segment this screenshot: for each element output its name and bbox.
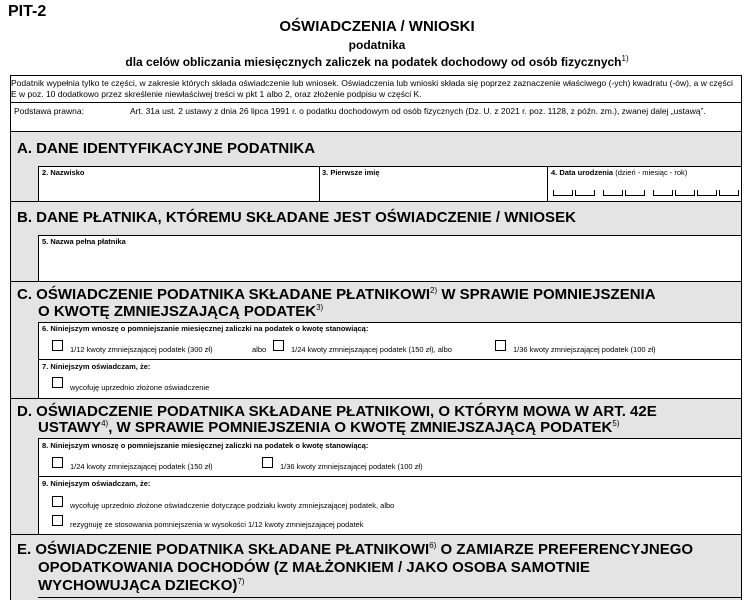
form-purpose-text: dla celów obliczania miesięcznych zaliczek na podatek dochodowy od osób fizycznych bbox=[125, 55, 622, 69]
divider bbox=[38, 322, 39, 398]
divider bbox=[38, 476, 742, 477]
divider bbox=[38, 166, 39, 201]
option-1-12-label: 1/12 kwoty zmniejszającej podatek (300 zł) bbox=[70, 345, 213, 354]
form-subtitle: podatnika bbox=[348, 38, 406, 52]
checkbox-1-36[interactable] bbox=[495, 340, 506, 351]
section-d-title-a: USTAWY bbox=[38, 419, 102, 436]
birth-day-box[interactable] bbox=[553, 190, 573, 196]
divider bbox=[10, 201, 742, 202]
form-title: OŚWIADCZENIA / WNIOSKI bbox=[279, 18, 475, 35]
divider bbox=[547, 166, 548, 201]
checkbox-d-1-36[interactable] bbox=[262, 457, 273, 468]
divider bbox=[38, 235, 39, 281]
divider bbox=[38, 359, 742, 360]
first-name-field[interactable] bbox=[323, 176, 543, 198]
checkbox-1-24[interactable] bbox=[273, 340, 284, 351]
divider bbox=[38, 438, 742, 439]
surname-field[interactable] bbox=[43, 176, 315, 198]
checkbox-1-12[interactable] bbox=[52, 340, 63, 351]
divider bbox=[38, 322, 742, 323]
section-c-title-a: C. OŚWIADCZENIE PODATNIKA SKŁADANE PŁATNIKOWI bbox=[17, 286, 431, 303]
section-c-title-line2 bbox=[38, 303, 323, 320]
footnote-ref: 1) bbox=[621, 54, 629, 63]
divider bbox=[38, 438, 39, 534]
section-a-margin bbox=[11, 166, 38, 201]
birth-day-box[interactable] bbox=[575, 190, 595, 196]
section-d-title-line1: D. OŚWIADCZENIE PODATNIKA SKŁADANE PŁATNIKOWI, O KTÓRYM MOWA W ART. 42E bbox=[17, 403, 657, 420]
divider bbox=[10, 131, 742, 132]
divider bbox=[319, 166, 320, 201]
footnote-ref: 4) bbox=[101, 419, 109, 428]
checkbox-d-1-24[interactable] bbox=[52, 457, 63, 468]
divider bbox=[10, 281, 742, 282]
section-b-margin bbox=[11, 235, 38, 281]
section-d-title-b: , W SPRAWIE POMNIEJSZENIA O KWOTĘ ZMNIEJSZAJĄCĄ PODATEK bbox=[108, 419, 613, 436]
surname-label: 2. Nazwisko bbox=[42, 168, 85, 177]
instructions-text: Podatnik wypełnia tylko te części, w zakresie których składa oświadczenie lub wniosek. Oświadczenia lub wnioski składa się poprzez zaznaczenie właściwego (-ych) kwadratu (-ów), a w części E w poz. 10 dodatkowo przez skreślenie niewłaściwej treści w pkt 1 albo 2, oraz złożenie podpisu w części K. bbox=[11, 78, 733, 99]
birth-year-box[interactable] bbox=[653, 190, 673, 196]
option-separator: albo bbox=[252, 345, 267, 354]
divider bbox=[10, 102, 742, 103]
payer-name-field[interactable] bbox=[43, 247, 738, 279]
option-d-1-24-label: 1/24 kwoty zmniejszającej podatek (150 zł) bbox=[70, 462, 213, 471]
option-withdraw-label: wycofuję uprzednio złożone oświadczenie bbox=[70, 383, 210, 392]
divider bbox=[38, 597, 742, 598]
checkbox-withdraw[interactable] bbox=[52, 377, 63, 388]
birth-month-box[interactable] bbox=[625, 190, 645, 196]
legal-basis-label: Podstawa prawna: bbox=[14, 106, 84, 116]
section-e-title-line3 bbox=[38, 577, 245, 594]
footnote-ref: 6) bbox=[429, 541, 437, 550]
option-d-1-36-label: 1/36 kwoty zmniejszającej podatek (100 zł) bbox=[280, 462, 423, 471]
birth-date-label bbox=[551, 168, 687, 177]
form-purpose bbox=[0, 55, 754, 69]
birth-year-box[interactable] bbox=[675, 190, 695, 196]
section-e-title-c: WYCHOWUJĄCA DZIECKO) bbox=[38, 577, 238, 594]
form-code: PIT-2 bbox=[8, 3, 47, 20]
field-8-label: 8. Niniejszym wnoszę o pomniejszanie miesięcznej zaliczki na podatek o kwotę stanowiącą: bbox=[42, 441, 369, 450]
checkbox-withdraw-split[interactable] bbox=[52, 496, 63, 507]
field-6-label: 6. Niniejszym wnoszę o pomniejszanie miesięcznej zaliczki na podatek o kwotę stanowiącą: bbox=[42, 324, 369, 333]
section-e-title-b: O ZAMIARZE PREFERENCYJNEGO bbox=[436, 541, 694, 558]
section-e-title-line2: OPODATKOWANIA DOCHODÓW (Z MAŁŻONKIEM / JAKO OSOBA SAMOTNIE bbox=[38, 559, 590, 576]
divider bbox=[10, 534, 742, 535]
section-a-title: A. DANE IDENTYFIKACYJNE PODATNIKA bbox=[17, 140, 316, 157]
payer-name-label: 5. Nazwa pełna płatnika bbox=[42, 237, 126, 246]
first-name-label: 3. Pierwsze imię bbox=[322, 168, 380, 177]
section-b-title: B. DANE PŁATNIKA, KTÓREMU SKŁADANE JEST OŚWIADCZENIE / WNIOSEK bbox=[17, 209, 576, 226]
option-resign-label: rezygnuję ze stosowania pomniejszenia w wysokości 1/12 kwoty zmniejszającej podatek bbox=[70, 520, 364, 529]
section-c-title-line1 bbox=[17, 286, 656, 303]
divider bbox=[10, 398, 742, 399]
option-withdraw-split-label: wycofuję uprzednio złożone oświadczenie dotyczące podziału kwoty zmniejszającej podatek, albo bbox=[70, 501, 395, 510]
birth-date-hint: (dzień - miesiąc - rok) bbox=[615, 168, 688, 177]
birth-year-box[interactable] bbox=[719, 190, 739, 196]
section-e-title-line1 bbox=[17, 541, 693, 558]
section-c-title-b: W SPRAWIE POMNIEJSZENIA bbox=[437, 286, 656, 303]
footnote-ref: 3) bbox=[316, 303, 324, 312]
field-9-label: 9. Niniejszym oświadczam, że: bbox=[42, 479, 151, 488]
divider bbox=[38, 235, 742, 236]
option-1-36-label: 1/36 kwoty zmniejszającej podatek (100 zł) bbox=[513, 345, 656, 354]
section-d-margin bbox=[11, 438, 38, 534]
footnote-ref: 7) bbox=[237, 577, 245, 586]
option-1-24-label: 1/24 kwoty zmniejszającej podatek (150 zł), albo bbox=[291, 345, 452, 354]
section-e-title-a: E. OŚWIADCZENIE PODATNIKA SKŁADANE PŁATNIKOWI bbox=[17, 541, 430, 558]
section-d-title-line2 bbox=[38, 419, 620, 436]
field-7-label: 7. Niniejszym oświadczam, że: bbox=[42, 362, 151, 371]
footnote-ref: 5) bbox=[612, 419, 620, 428]
birth-year-box[interactable] bbox=[697, 190, 717, 196]
birth-date-label-text: 4. Data urodzenia bbox=[551, 168, 614, 177]
section-c-margin bbox=[11, 322, 38, 398]
section-c-title-c: O KWOTĘ ZMNIEJSZAJĄCĄ PODATEK bbox=[38, 303, 317, 320]
checkbox-resign[interactable] bbox=[52, 515, 63, 526]
legal-basis-text: Art. 31a ust. 2 ustawy z dnia 26 lipca 1991 r. o podatku dochodowym od osób fizycznych (Dz. U. z 2021 r. poz. 1128, z późn. zm.), zwanej dalej „ustawą”. bbox=[130, 106, 706, 116]
footnote-ref: 2) bbox=[430, 286, 438, 295]
birth-month-box[interactable] bbox=[603, 190, 623, 196]
divider bbox=[38, 166, 742, 167]
